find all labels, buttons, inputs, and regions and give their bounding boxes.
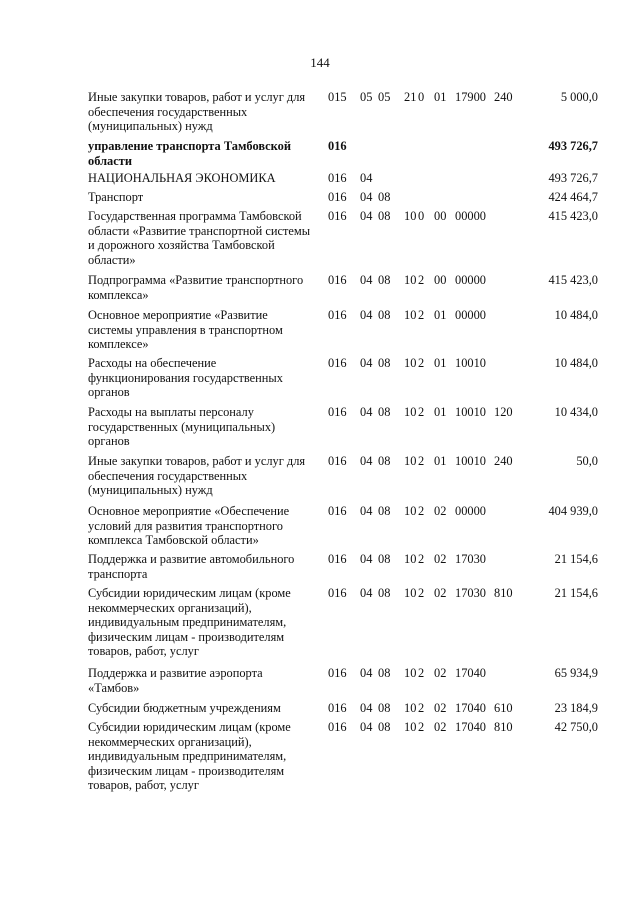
amount: 404 939,0 (548, 504, 598, 518)
expense-type-code: 120 (494, 405, 513, 419)
ved-code: 016 (328, 308, 347, 322)
subsection-code: 08 (378, 190, 391, 204)
subsection-code: 08 (378, 308, 391, 322)
direction-code: 00000 (455, 504, 486, 518)
row-name: Субсидии бюджетным учреждениям (88, 701, 281, 715)
row-name: Иные закупки товаров, работ и услуг для обеспечения государственных (муниципальных) нужд (88, 90, 306, 134)
direction-code: 17040 (455, 720, 486, 734)
activity-code: 01 (434, 356, 447, 370)
expense-type-code: 810 (494, 720, 513, 734)
ved-code: 016 (328, 139, 347, 153)
direction-code: 17900 (455, 90, 486, 104)
program-code: 10 (404, 666, 417, 680)
ved-code: 016 (328, 190, 347, 204)
ved-code: 016 (328, 171, 347, 185)
ved-code: 016 (328, 701, 347, 715)
section-code: 04 (360, 356, 373, 370)
subsection-code: 08 (378, 720, 391, 734)
activity-code: 02 (434, 666, 447, 680)
page-number: 144 (310, 55, 330, 70)
direction-code: 17030 (455, 586, 486, 600)
row-name: Поддержка и развитие аэропорта «Тамбов» (88, 666, 263, 695)
program-code: 10 (404, 356, 417, 370)
subprogram-code: 2 (418, 405, 425, 419)
section-code: 05 (360, 90, 373, 104)
program-code: 21 (404, 90, 417, 104)
ved-code: 016 (328, 504, 347, 518)
amount: 10 484,0 (554, 308, 598, 322)
program-code: 10 (404, 454, 417, 468)
section-code: 04 (360, 666, 373, 680)
amount: 415 423,0 (548, 209, 598, 223)
section-code: 04 (360, 273, 373, 287)
subprogram-code: 2 (418, 586, 425, 600)
ved-code: 016 (328, 720, 347, 734)
ved-code: 016 (328, 454, 347, 468)
ved-code: 016 (328, 552, 347, 566)
subsection-code: 08 (378, 405, 391, 419)
activity-code: 01 (434, 90, 447, 104)
activity-code: 01 (434, 405, 447, 419)
subsection-code: 08 (378, 552, 391, 566)
section-code: 04 (360, 308, 373, 322)
row-name: Расходы на обеспечение функционирования государственных органов (88, 356, 283, 400)
section-code: 04 (360, 552, 373, 566)
direction-code: 00000 (455, 209, 486, 223)
amount: 5 000,0 (560, 90, 598, 104)
subprogram-code: 2 (418, 454, 425, 468)
amount: 23 184,9 (554, 701, 598, 715)
row-name: Государственная программа Тамбовской области «Развитие транспортной системы и дорожного хозяйства Тамбовской области» (88, 209, 311, 267)
direction-code: 10010 (455, 405, 486, 419)
amount: 424 464,7 (548, 190, 598, 204)
row-name: управление транспорта Тамбовской области (88, 139, 291, 168)
ved-code: 015 (328, 90, 347, 104)
section-code: 04 (360, 190, 373, 204)
amount: 10 484,0 (554, 356, 598, 370)
activity-code: 02 (434, 701, 447, 715)
program-code: 10 (404, 405, 417, 419)
subsection-code: 08 (378, 454, 391, 468)
program-code: 10 (404, 586, 417, 600)
activity-code: 01 (434, 308, 447, 322)
ved-code: 016 (328, 356, 347, 370)
subprogram-code: 2 (418, 273, 425, 287)
subprogram-code: 2 (418, 356, 425, 370)
program-code: 10 (404, 552, 417, 566)
direction-code: 17040 (455, 701, 486, 715)
subsection-code: 05 (378, 90, 391, 104)
subsection-code: 08 (378, 209, 391, 223)
subprogram-code: 2 (418, 720, 425, 734)
row-name: Субсидии юридическим лицам (кроме некоммерческих организаций), индивидуальным предпринимателям, физическим лицам - производителям товаров, работ, услуг (88, 720, 291, 793)
expense-type-code: 240 (494, 90, 513, 104)
amount: 493 726,7 (548, 171, 598, 185)
amount: 10 434,0 (554, 405, 598, 419)
subprogram-code: 2 (418, 552, 425, 566)
subprogram-code: 2 (418, 701, 425, 715)
amount: 21 154,6 (554, 586, 598, 600)
ved-code: 016 (328, 666, 347, 680)
ved-code: 016 (328, 586, 347, 600)
program-code: 10 (404, 701, 417, 715)
program-code: 10 (404, 308, 417, 322)
subsection-code: 08 (378, 666, 391, 680)
ved-code: 016 (328, 209, 347, 223)
program-code: 10 (404, 720, 417, 734)
row-name: НАЦИОНАЛЬНАЯ ЭКОНОМИКА (88, 171, 276, 185)
activity-code: 02 (434, 504, 447, 518)
section-code: 04 (360, 701, 373, 715)
amount: 65 934,9 (554, 666, 598, 680)
program-code: 10 (404, 504, 417, 518)
section-code: 04 (360, 720, 373, 734)
subsection-code: 08 (378, 701, 391, 715)
row-name: Транспорт (88, 190, 144, 204)
amount: 50,0 (576, 454, 598, 468)
row-name: Основное мероприятие «Обеспечение условий для развития транспортного комплекса Тамбовской области» (88, 504, 290, 548)
row-name: Основное мероприятие «Развитие системы управления в транспортном комплексе» (88, 308, 283, 352)
activity-code: 01 (434, 454, 447, 468)
direction-code: 00000 (455, 308, 486, 322)
expense-type-code: 240 (494, 454, 513, 468)
section-code: 04 (360, 209, 373, 223)
activity-code: 00 (434, 273, 447, 287)
direction-code: 10010 (455, 454, 486, 468)
program-code: 10 (404, 273, 417, 287)
ved-code: 016 (328, 273, 347, 287)
subsection-code: 08 (378, 356, 391, 370)
row-name: Подпрограмма «Развитие транспортного комплекса» (88, 273, 304, 302)
direction-code: 17030 (455, 552, 486, 566)
amount: 42 750,0 (554, 720, 598, 734)
row-name: Поддержка и развитие автомобильного транспорта (88, 552, 295, 581)
subprogram-code: 0 (418, 209, 425, 223)
row-name: Расходы на выплаты персоналу государственных (муниципальных) органов (88, 405, 276, 449)
subsection-code: 08 (378, 586, 391, 600)
row-name: Иные закупки товаров, работ и услуг для обеспечения государственных (муниципальных) нужд (88, 454, 306, 498)
amount: 21 154,6 (554, 552, 598, 566)
activity-code: 02 (434, 720, 447, 734)
ved-code: 016 (328, 405, 347, 419)
subprogram-code: 0 (418, 90, 425, 104)
direction-code: 00000 (455, 273, 486, 287)
expense-type-code: 810 (494, 586, 513, 600)
amount: 415 423,0 (548, 273, 598, 287)
direction-code: 10010 (455, 356, 486, 370)
subsection-code: 08 (378, 504, 391, 518)
activity-code: 02 (434, 552, 447, 566)
section-code: 04 (360, 586, 373, 600)
program-code: 10 (404, 209, 417, 223)
section-code: 04 (360, 454, 373, 468)
activity-code: 00 (434, 209, 447, 223)
amount: 493 726,7 (548, 139, 598, 153)
subsection-code: 08 (378, 273, 391, 287)
section-code: 04 (360, 171, 373, 185)
subprogram-code: 2 (418, 308, 425, 322)
subprogram-code: 2 (418, 504, 425, 518)
section-code: 04 (360, 504, 373, 518)
section-code: 04 (360, 405, 373, 419)
activity-code: 02 (434, 586, 447, 600)
subprogram-code: 2 (418, 666, 425, 680)
expense-type-code: 610 (494, 701, 513, 715)
row-name: Субсидии юридическим лицам (кроме некоммерческих организаций), индивидуальным предпринимателям, физическим лицам - производителям товаров, работ, услуг (88, 586, 291, 659)
direction-code: 17040 (455, 666, 486, 680)
